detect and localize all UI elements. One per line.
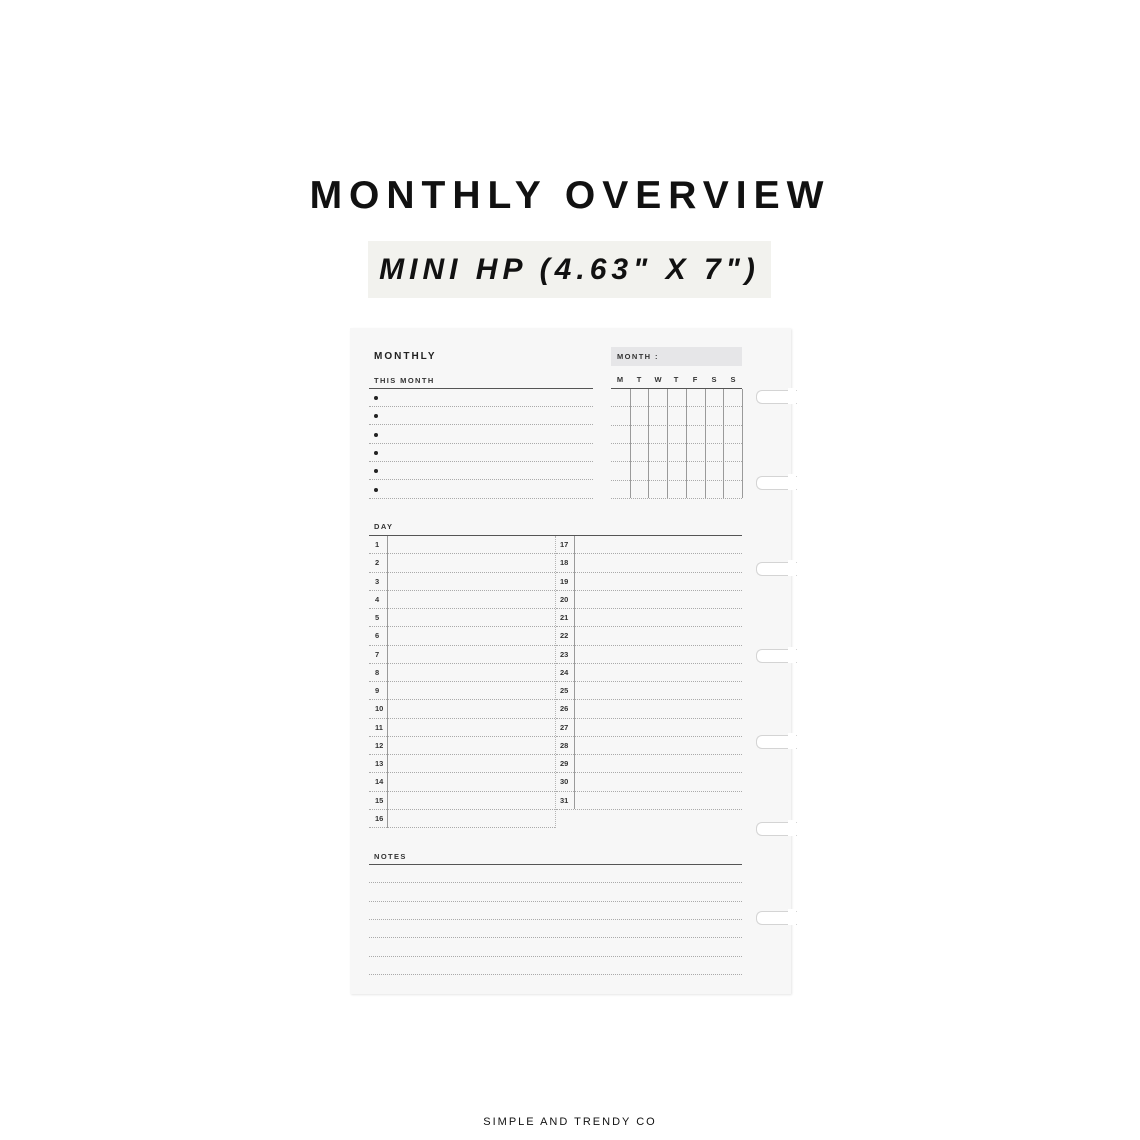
note-line[interactable] (369, 919, 742, 920)
day-number: 30 (560, 777, 569, 787)
day-number: 16 (375, 813, 384, 823)
bullet-dot (374, 396, 378, 400)
day-entry-line[interactable] (556, 590, 742, 591)
calendar-col-line (705, 389, 706, 498)
day-entry-line[interactable] (556, 699, 742, 700)
day-number: 5 (375, 613, 380, 622)
day-entry-line[interactable] (556, 608, 742, 609)
day-entry-line[interactable] (556, 754, 742, 755)
weekday-label: T (636, 375, 642, 384)
bullet-dot (374, 433, 378, 437)
day-entry-line[interactable] (369, 791, 555, 792)
page-headline: MONTHLY OVERVIEW (309, 174, 831, 217)
day-entry-line[interactable] (556, 791, 742, 792)
day-number: 18 (560, 558, 569, 568)
day-entry-line[interactable] (369, 645, 555, 646)
tab-gap (788, 909, 796, 925)
day-entry-line[interactable] (369, 626, 555, 627)
size-badge (368, 241, 771, 298)
day-number: 12 (375, 740, 384, 750)
day-entry-line[interactable] (369, 572, 555, 573)
day-number: 19 (560, 576, 569, 586)
day-number: 24 (560, 667, 569, 677)
calendar-col-line (742, 389, 743, 498)
day-entry-line[interactable] (369, 608, 555, 609)
day-number: 2 (375, 558, 380, 568)
day-number: 15 (375, 795, 384, 805)
weekday-label: S (711, 375, 717, 384)
weekday-label: W (654, 375, 662, 384)
day-entry-line[interactable] (556, 772, 742, 773)
day-number: 31 (560, 795, 569, 805)
day-number: 23 (560, 649, 569, 659)
day-entry-line[interactable] (556, 809, 742, 810)
note-line[interactable] (369, 882, 742, 883)
note-line[interactable] (369, 974, 742, 975)
day-entry-line[interactable] (369, 699, 555, 700)
day-number: 4 (375, 594, 380, 604)
day-entry-line[interactable] (369, 590, 555, 591)
bullet-line[interactable] (369, 461, 593, 462)
tab-gap (788, 647, 796, 663)
day-entry-line[interactable] (369, 827, 555, 828)
note-line[interactable] (369, 956, 742, 957)
weekday-label: M (616, 375, 624, 384)
day-num-divider-right (574, 536, 575, 809)
size-label: MINI HP (4.63" X 7") (379, 253, 760, 286)
calendar-col-line (648, 389, 649, 498)
day-entry-line[interactable] (369, 718, 555, 719)
day-number: 21 (560, 613, 569, 622)
day-number: 26 (560, 704, 569, 714)
day-number: 1 (375, 540, 380, 549)
calendar-col-line (630, 389, 631, 498)
note-line[interactable] (369, 937, 742, 938)
calendar-col-line (723, 389, 724, 498)
day-number: 9 (375, 686, 380, 695)
day-entry-line[interactable] (369, 772, 555, 773)
day-entry-line[interactable] (369, 809, 555, 810)
day-number: 10 (375, 704, 384, 714)
day-entry-line[interactable] (369, 736, 555, 737)
day-number: 29 (560, 759, 569, 768)
day-number: 28 (560, 740, 569, 750)
planner-title: MONTHLY (374, 351, 437, 362)
notes-rule (369, 864, 742, 865)
this-month-label: THIS MONTH (374, 376, 435, 385)
bullet-line[interactable] (369, 406, 593, 407)
day-entry-line[interactable] (556, 553, 742, 554)
note-line[interactable] (369, 901, 742, 902)
day-entry-line[interactable] (556, 645, 742, 646)
notes-label: NOTES (374, 852, 407, 861)
this-month-rule (369, 388, 593, 389)
day-number: 17 (560, 540, 569, 549)
tab-gap (788, 820, 796, 836)
bullet-dot (374, 488, 378, 492)
day-number: 3 (375, 576, 380, 586)
weekday-label: S (730, 375, 736, 384)
day-number: 14 (375, 777, 384, 787)
month-label: MONTH : (617, 352, 659, 361)
tab-gap (788, 474, 796, 490)
day-num-divider (387, 536, 388, 828)
day-entry-line[interactable] (369, 553, 555, 554)
day-number: 27 (560, 722, 569, 732)
brand-footer: SIMPLE AND TRENDY CO (483, 1116, 657, 1128)
bullet-line[interactable] (369, 424, 593, 425)
weekday-label: T (673, 375, 679, 384)
day-number: 25 (560, 686, 569, 695)
day-entry-line[interactable] (556, 663, 742, 664)
tab-gap (788, 560, 796, 576)
calendar-col-line (667, 389, 668, 498)
day-number: 7 (375, 649, 380, 659)
bullet-line[interactable] (369, 498, 593, 499)
bullet-line[interactable] (369, 479, 593, 480)
day-number: 11 (375, 722, 383, 732)
tab-gap (788, 388, 796, 404)
day-entry-line[interactable] (556, 736, 742, 737)
day-number: 20 (560, 594, 569, 604)
planner-page (350, 328, 791, 994)
weekday-label: F (692, 375, 698, 384)
calendar-col-line (686, 389, 687, 498)
bullet-dot (374, 451, 378, 455)
bullet-line[interactable] (369, 443, 593, 444)
month-field[interactable] (611, 347, 742, 366)
day-number: 13 (375, 759, 384, 768)
day-entry-line[interactable] (556, 681, 742, 682)
day-entry-line[interactable] (369, 663, 555, 664)
day-entry-line[interactable] (556, 718, 742, 719)
day-entry-line[interactable] (556, 572, 742, 573)
day-entry-line[interactable] (369, 681, 555, 682)
day-entry-line[interactable] (369, 754, 555, 755)
day-number: 22 (560, 631, 569, 641)
day-number: 6 (375, 631, 380, 641)
day-entry-line[interactable] (556, 626, 742, 627)
day-center-divider (555, 536, 556, 828)
tab-gap (788, 733, 796, 749)
day-number: 8 (375, 667, 380, 677)
day-label: DAY (374, 522, 394, 531)
